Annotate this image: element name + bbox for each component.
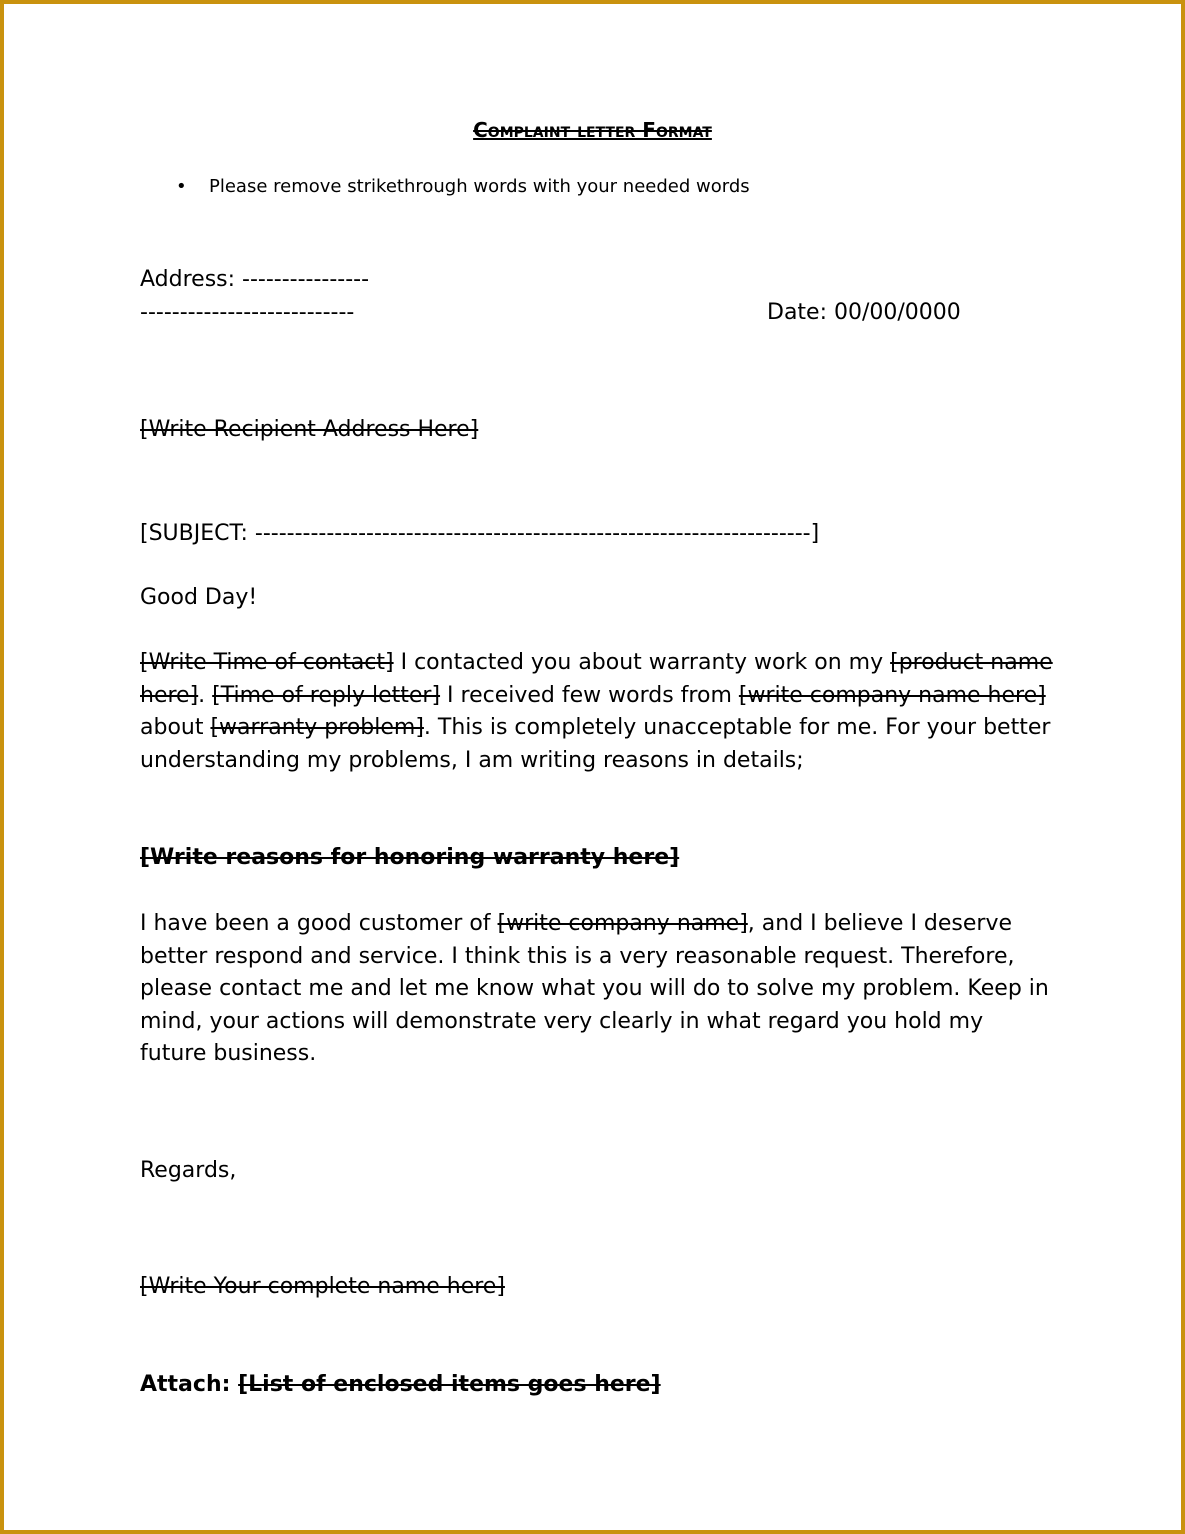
time-of-contact-placeholder: [Write Time of contact] — [140, 650, 394, 675]
paragraph-text: about — [140, 715, 211, 740]
warranty-problem-placeholder: [warranty problem] — [210, 715, 424, 740]
recipient-address-placeholder: [Write Recipient Address Here] — [140, 417, 479, 442]
paragraph-text: I have been a good customer of — [140, 911, 498, 936]
address-line: --------------------------- — [140, 300, 355, 325]
enclosed-items-placeholder: [List of enclosed items goes here] — [238, 1372, 661, 1397]
instruction-item — [176, 176, 750, 197]
product-name-placeholder: [product name here] — [140, 650, 1053, 708]
attach-label: Attach: — [140, 1372, 239, 1397]
name-placeholder: [Write Your complete name here] — [140, 1274, 505, 1299]
paragraph-text: I contacted you about warranty work on my — [393, 650, 891, 675]
paragraph-text: . — [198, 682, 213, 708]
attach-line — [140, 1369, 661, 1402]
document-title: Complaint letter Format — [473, 118, 712, 142]
instruction-text: Please remove strikethrough words with your needed words — [209, 176, 750, 197]
reasons-placeholder: [Write reasons for honoring warranty here] — [140, 845, 680, 870]
paragraph-text: , and I believe I deserve better respond and service. I think this is a very reasonable request. Therefore, please contact me and let me know what you will do to solve my problem. Keep in mind, your actions will demonstrate very clearly in what regard you hold my future business. — [140, 911, 1049, 1066]
reply-time-placeholder: [Time of reply letter] — [212, 682, 441, 708]
bullet-icon: • — [176, 176, 187, 197]
company-name-placeholder: [write company name] — [497, 911, 748, 936]
body-paragraph-1 — [140, 647, 1055, 777]
company-name-placeholder: [write company name here] — [738, 682, 1046, 708]
body-paragraph-2 — [140, 908, 1055, 1071]
address-label: Address: ---------------- — [140, 267, 370, 292]
paragraph-text: I received few words from — [440, 682, 739, 708]
greeting: Good Day! — [140, 585, 258, 610]
closing: Regards, — [140, 1158, 237, 1183]
subject-line: [SUBJECT: ----------------------------------------------------------------------] — [140, 521, 820, 546]
date-label: Date: 00/00/0000 — [767, 300, 961, 325]
paragraph-text: . This is completely unacceptable for me. For your better understanding my problems, I am writing reasons in details; — [140, 715, 1051, 773]
